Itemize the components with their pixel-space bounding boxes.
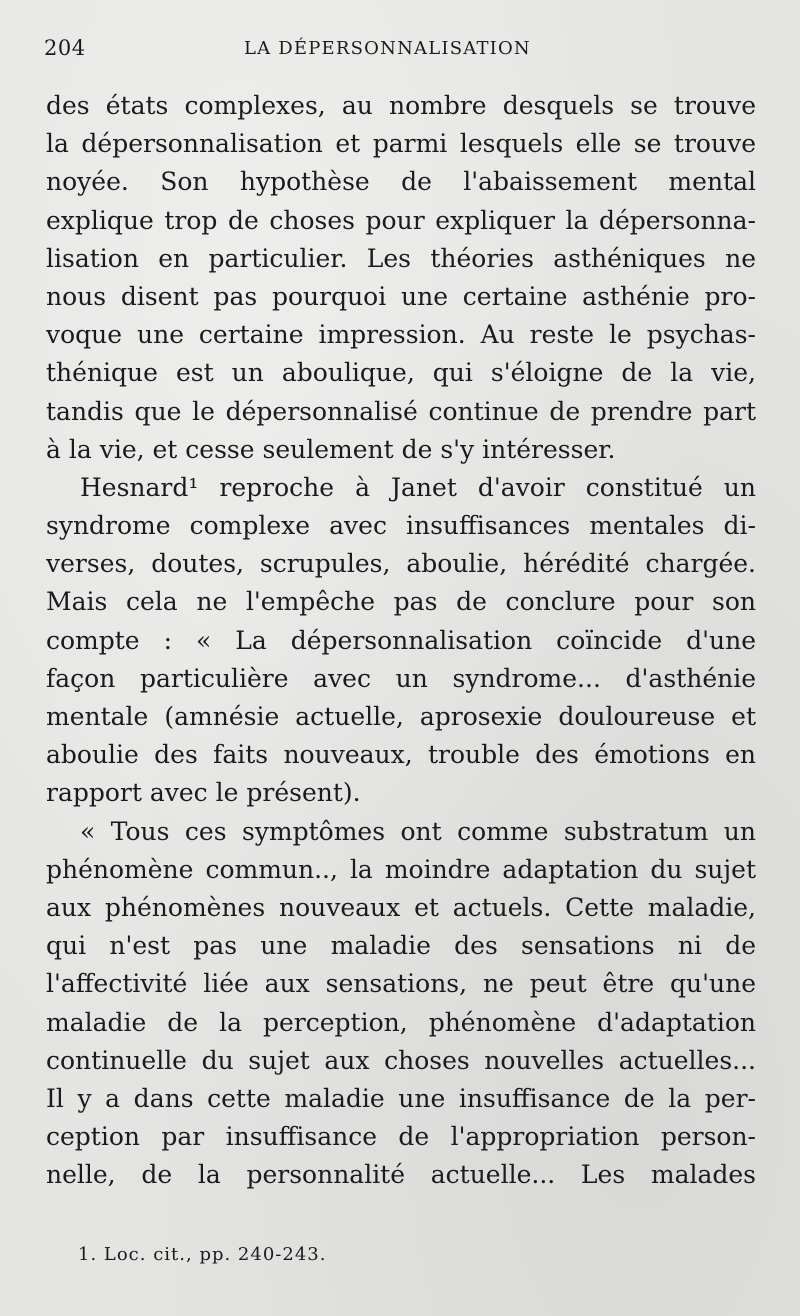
text-line: à la vie, et cesse seulement de s'y intéresser. [46, 434, 616, 464]
text-line: tandis que le dépersonnalisé continue de prendre part [46, 396, 756, 426]
page-header [44, 36, 756, 66]
text-line: des états complexes, au nombre desquels se trouve [46, 91, 756, 120]
text-line: mentale (amnésie actuelle, aprosexie douloureuse et [46, 702, 756, 731]
text-line: « Tous ces symptômes ont comme substratum un [80, 816, 756, 846]
text-line: syndrome complexe avec insuffisances mentales di- [46, 511, 756, 541]
text-line: continuelle du sujet aux choses nouvelles actuelles... [46, 1045, 756, 1075]
text-line: phénomène commun.., la moindre adaptation du sujet [46, 854, 756, 884]
text-line: aux phénomènes nouveaux et actuels. Cette maladie, [46, 892, 756, 922]
text-line: façon particulière avec un syndrome... d'asthénie [46, 663, 756, 693]
text-line: Mais cela ne l'empêche pas de conclure pour son [46, 587, 756, 617]
text-line: aboulie des faits nouveaux, trouble des émotions en [46, 740, 756, 770]
text-line: verses, doutes, scrupules, aboulie, hérédité chargée. [46, 549, 756, 579]
text-line: maladie de la perception, phénomène d'adaptation [46, 1007, 756, 1037]
text-line: Il y a dans cette maladie une insuffisance de la per- [46, 1083, 756, 1113]
text-line: rapport avec le présent). [46, 778, 361, 808]
text-line: noyée. Son hypothèse de l'abaissement mental [46, 167, 756, 197]
body-text [46, 87, 756, 1194]
footnote: 1. Loc. cit., pp. 240-243. [78, 1244, 327, 1265]
text-line: la dépersonnalisation et parmi lesquels elle se trouve [46, 129, 756, 159]
text-line: explique trop de choses pour expliquer la dépersonna- [46, 205, 756, 235]
text-line: thénique est un aboulique, qui s'éloigne de la vie, [46, 358, 756, 388]
text-line: nelle, de la personnalité actuelle... Les malades [46, 1160, 756, 1190]
running-head: LA DÉPERSONNALISATION [244, 38, 531, 59]
text-line: compte : « La dépersonnalisation coïncide d'une [46, 625, 756, 655]
text-line: nous disent pas pourquoi une certaine asthénie pro- [46, 281, 756, 311]
text-line: qui n'est pas une maladie des sensations ni de [46, 931, 756, 961]
text-line: ception par insuffisance de l'appropriation person- [46, 1122, 756, 1152]
text-line: lisation en particulier. Les théories asthéniques ne [46, 243, 756, 273]
text-line: Hesnard¹ reproche à Janet d'avoir constitué un [80, 472, 756, 502]
text-line: l'affectivité liée aux sensations, ne peut être qu'une [46, 969, 756, 999]
text-line: voque une certaine impression. Au reste le psychas- [46, 320, 756, 350]
page-number: 204 [44, 36, 86, 60]
